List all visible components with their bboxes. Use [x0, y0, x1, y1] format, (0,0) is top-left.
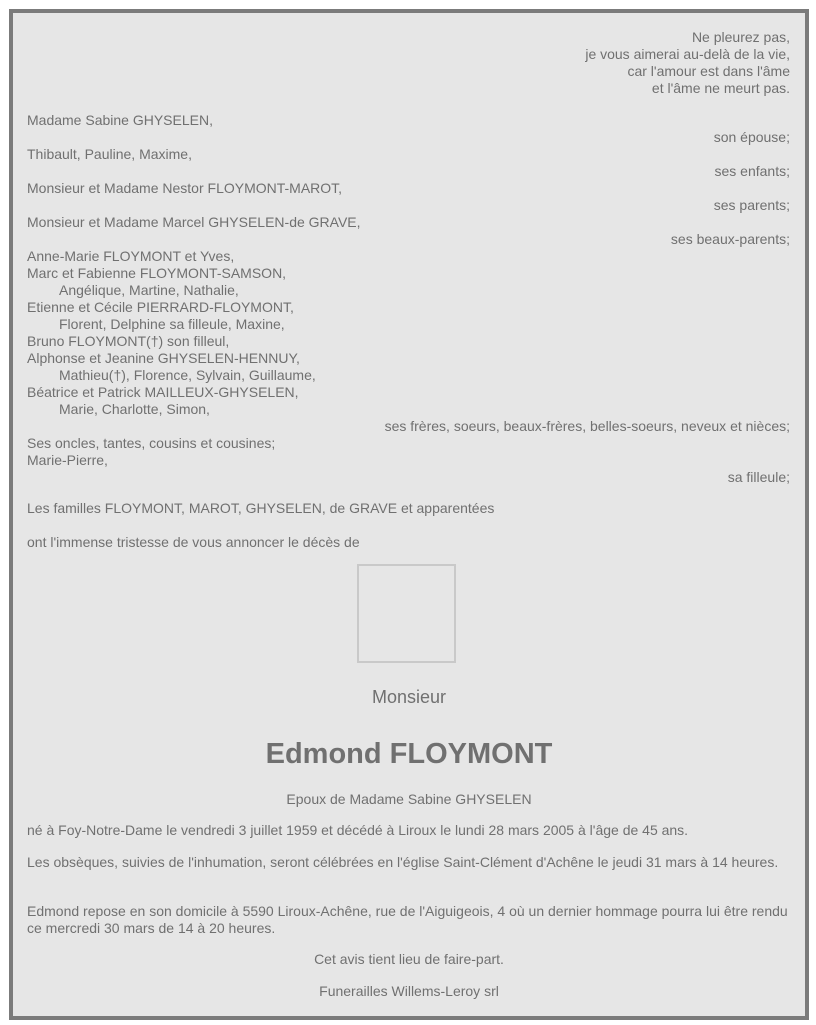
sibling-children-line: Marie, Charlotte, Simon, [59, 401, 210, 417]
sibling-children-line: Angélique, Martine, Nathalie, [59, 282, 239, 298]
honorific: Monsieur [371, 687, 447, 707]
spouse-line: Epoux de Madame Sabine GHYSELEN [286, 791, 532, 807]
wife-role: son épouse; [713, 129, 790, 145]
relatives-line: Ses oncles, tantes, cousins et cousines; [27, 435, 276, 451]
visitation-details: Edmond repose en son domicile à 5590 Liroux-Achêne, rue de l'Aiguigeois, 4 où un dernier hommage pourra lui être rendu ce mercredi 30 mars de 14 à 20 heures. [27, 903, 788, 936]
poem-line: car l'amour est dans l'âme [627, 63, 790, 79]
funeral-home: Funerailles Willems-Leroy srl [319, 983, 499, 999]
children-role: ses enfants; [714, 163, 790, 179]
sibling-children-line: Florent, Delphine sa filleule, Maxine, [59, 316, 285, 332]
parents-role: ses parents; [713, 197, 790, 213]
sibling-line: Alphonse et Jeanine GHYSELEN-HENNUY, [27, 350, 300, 366]
notice-line: Cet avis tient lieu de faire-part. [314, 951, 504, 967]
photo-placeholder [357, 564, 456, 663]
birth-death-details: né à Foy-Notre-Dame le vendredi 3 juillet 1959 et décédé à Liroux le lundi 28 mars 2005 à l'âge de 45 ans. [27, 822, 689, 838]
poem-line: je vous aimerai au-delà de la vie, [585, 46, 790, 62]
sibling-line: Bruno FLOYMONT(†) son filleul, [27, 333, 230, 349]
sibling-line: Marc et Fabienne FLOYMONT-SAMSON, [27, 265, 287, 281]
deceased-name: Edmond FLOYMONT [265, 738, 553, 770]
inlaws-names: Monsieur et Madame Marcel GHYSELEN-de GRAVE, [27, 214, 361, 230]
families-line: Les familles FLOYMONT, MAROT, GHYSELEN, de GRAVE et apparentées [27, 500, 495, 516]
goddaughter-role: sa filleule; [727, 469, 790, 485]
goddaughter-name: Marie-Pierre, [27, 452, 108, 468]
sibling-line: Anne-Marie FLOYMONT et Yves, [27, 248, 235, 264]
obituary-card [9, 9, 809, 1020]
announcement-text: ont l'immense tristesse de vous annoncer le décès de [27, 534, 360, 550]
parents-names: Monsieur et Madame Nestor FLOYMONT-MAROT, [27, 180, 343, 196]
poem-line: Ne pleurez pas, [691, 29, 790, 45]
poem-line: et l'âme ne meurt pas. [651, 80, 790, 96]
sibling-line: Etienne et Cécile PIERRARD-FLOYMONT, [27, 299, 294, 315]
siblings-role: ses frères, soeurs, beaux-frères, belles-soeurs, neveux et nièces; [384, 418, 790, 434]
children-names: Thibault, Pauline, Maxime, [27, 146, 192, 162]
sibling-children-line: Mathieu(†), Florence, Sylvain, Guillaume, [59, 367, 316, 383]
wife-name: Madame Sabine GHYSELEN, [27, 112, 213, 128]
inlaws-role: ses beaux-parents; [670, 231, 790, 247]
sibling-line: Béatrice et Patrick MAILLEUX-GHYSELEN, [27, 384, 299, 400]
funeral-details: Les obsèques, suivies de l'inhumation, seront célébrées en l'église Saint-Clément d'Achêne le jeudi 31 mars à 14 heures. [27, 854, 779, 870]
